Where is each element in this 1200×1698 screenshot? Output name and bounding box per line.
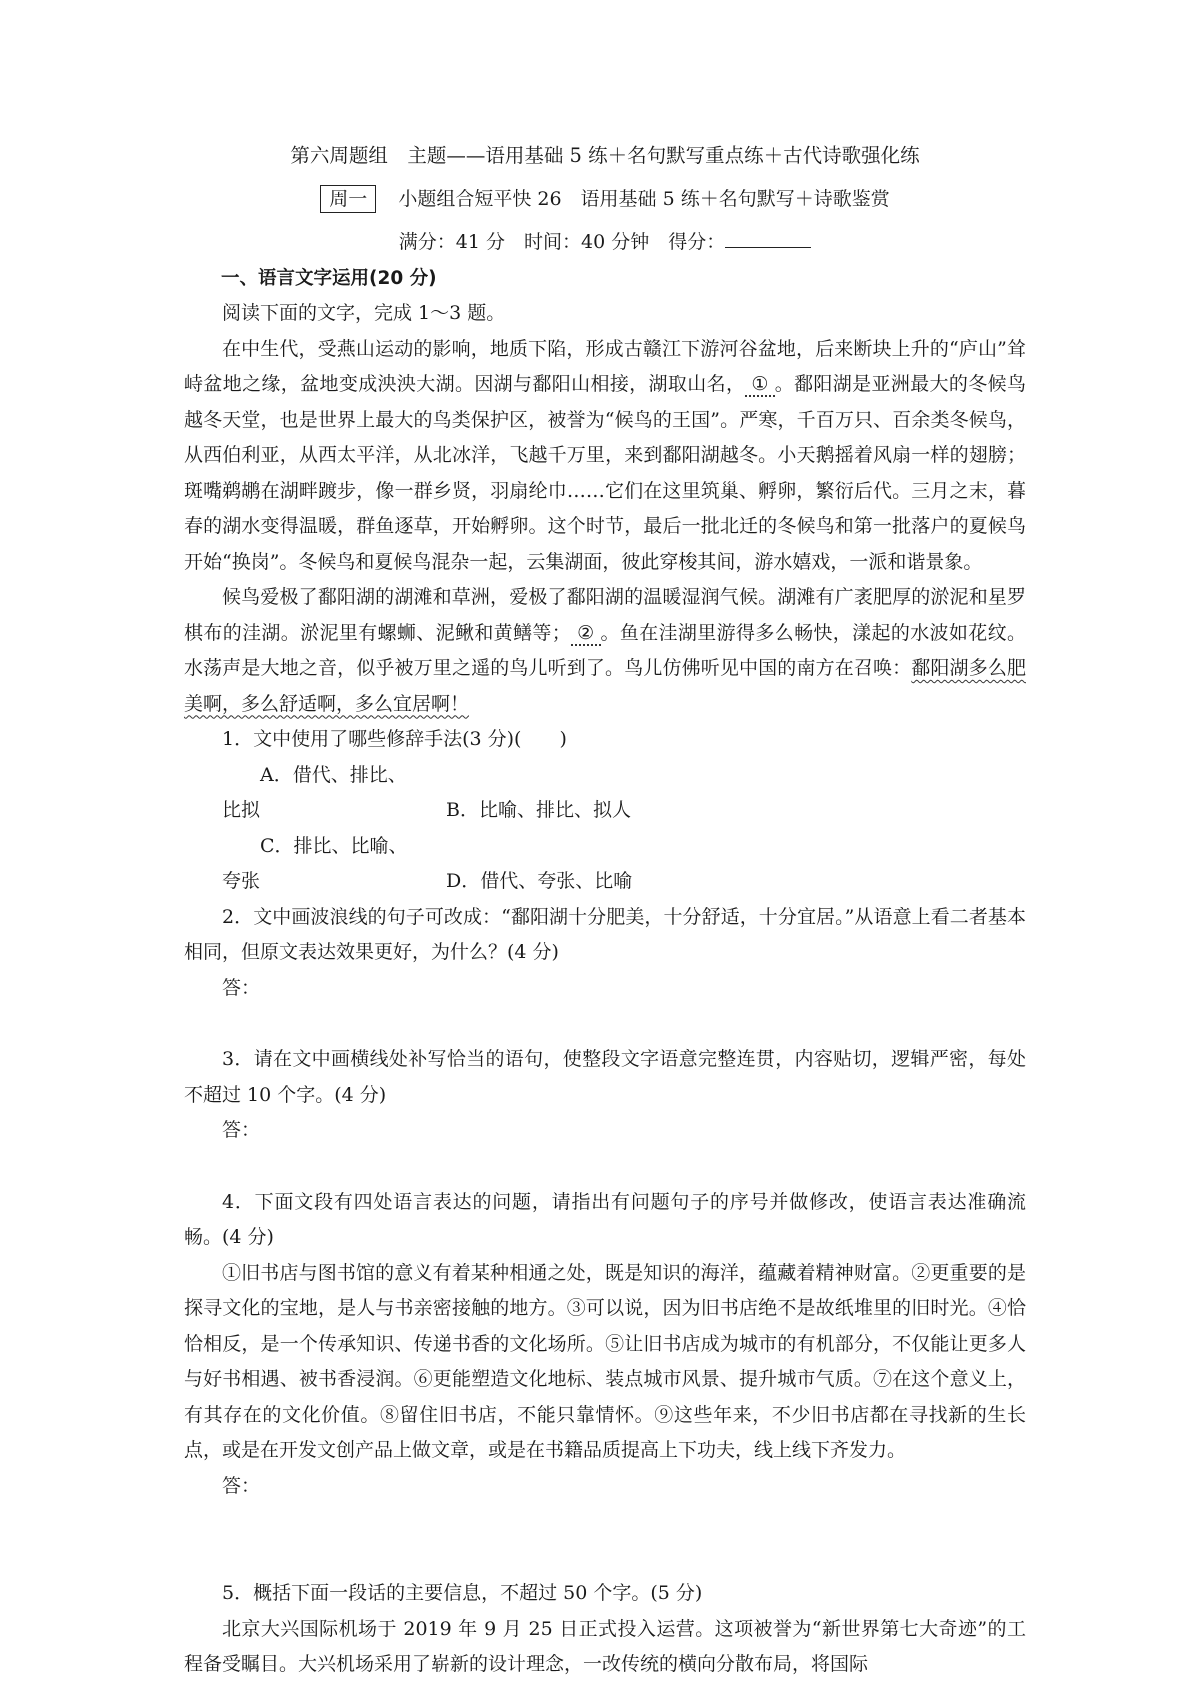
passage-paragraph-2: [184, 580, 1026, 722]
answer-space-3[interactable]: [184, 1149, 1026, 1185]
blank-marker-2: ②: [571, 622, 601, 646]
question-4-stem: 4．下面文段有四处语言表达的问题，请指出有问题句子的序号并做修改，使语言表达准确流畅。(4 分): [184, 1190, 1026, 1248]
passage-text: 。鄱阳湖是亚洲最大的冬候鸟越冬天堂，也是世界上最大的鸟类保护区，被誉为“候鸟的王国”。严寒，千百万只、百余类冬候鸟，从西伯利亚，从西太平洋，从北冰洋，飞越千万里，来到鄱阳湖越冬。小天鹅摇着风扇一样的翅膀；斑嘴鹈鹕在湖畔踱步，像一群乡贤，羽扇纶巾……它们在这里筑巢、孵卵，繁衍后代。三月之末，暮春的湖水变得温暖，群鱼逐草，开始孵卵。这个时节，最后一批北迁的冬候鸟和第一批落户的夏候鸟开始“换岗”。冬候鸟和夏候鸟混杂一起，云集湖面，彼此穿梭其间，游水嬉戏，一派和谐景象。: [184, 373, 1026, 573]
blank-marker-1: ①: [745, 373, 774, 397]
question-1-options-row-1: [184, 758, 1026, 829]
score-blank[interactable]: [725, 229, 811, 248]
question-2-stem: 2．文中画波浪线的句子可改成：“鄱阳湖十分肥美，十分舒适，十分宜居。”从语意上看二者基本相同，但原文表达效果更好，为什么？(4 分): [184, 905, 1026, 963]
question-1-stem: 1．文中使用了哪些修辞手法(3 分)( ): [222, 728, 567, 750]
day-box: 周一: [320, 185, 376, 213]
subtitle: 小题组合短平快 26 语用基础 5 练＋名句默写＋诗歌鉴赏: [398, 187, 890, 210]
worksheet-content: [184, 138, 1026, 1683]
answer-space-4[interactable]: [184, 1504, 1026, 1576]
option-a[interactable]: A．借代、排比、比拟: [222, 763, 407, 821]
option-b[interactable]: B．比喻、排比、拟人: [446, 799, 631, 821]
page-title: 第六周题组 主题——语用基础 5 练＋名句默写重点练＋古代诗歌强化练: [290, 144, 920, 167]
option-d[interactable]: D．借代、夸张、比喻: [446, 870, 633, 892]
answer-label-4: 答：: [222, 1474, 261, 1497]
option-c[interactable]: C．排比、比喻、夸张: [222, 834, 408, 892]
answer-label-3: 答：: [222, 1119, 261, 1141]
score-text: 满分：41 分 时间：40 分钟 得分：: [398, 231, 726, 253]
passage-paragraph-1: [184, 332, 1026, 581]
question-1-options-row-2: [184, 829, 1026, 900]
subtitle-row: [184, 182, 1026, 218]
passage-text: 。鱼在洼湖里游得多么畅快，漾起的水波如花纹。水荡声是大地之音，似乎被万里之遥的鸟儿听到了。鸟儿仿佛听见中国的南方在召唤：: [184, 621, 1026, 679]
answer-space-2[interactable]: [184, 1006, 1026, 1042]
answer-label-2: 答：: [222, 976, 261, 999]
score-line: [184, 225, 1026, 261]
section-heading: 一、语言文字运用(20 分): [221, 267, 437, 289]
reading-instruction: 阅读下面的文字，完成 1～3 题。: [222, 302, 506, 324]
question-5-passage: 北京大兴国际机场于 2019 年 9 月 25 日正式投入运营。这项被誉为“新世界第七大奇迹”的工程备受瞩目。大兴机场采用了崭新的设计理念，一改传统的横向分散布局，将国际: [184, 1617, 1026, 1675]
passage-text: 候鸟爱极了鄱阳湖的湖滩和草洲，爱极了鄱阳湖的温暖湿润气候。湖滩有广袤肥厚的淤泥和星罗棋布的洼湖。淤泥里有螺蛳、泥鳅和黄鳝等；: [184, 586, 1026, 644]
question-4-passage: ①旧书店与图书馆的意义有着某种相通之处，既是知识的海洋，蕴藏着精神财富。②更重要的是探寻文化的宝地，是人与书亲密接触的地方。③可以说，因为旧书店绝不是故纸堆里的旧时光。④恰恰相反，是一个传承知识、传递书香的文化场所。⑤让旧书店成为城市的有机部分，不仅能让更多人与好书相遇、被书香浸润。⑥更能塑造文化地标、装点城市风景、提升城市气质。⑦在这个意义上，有其存在的文化价值。⑧留住旧书店，不能只靠情怀。⑨这些年来，不少旧书店都在寻找新的生长点，或是在开发文创产品上做文章，或是在书籍品质提高上下功夫，线上线下齐发力。: [184, 1261, 1026, 1461]
passage-text: 在中生代，受燕山运动的影响，地质下陷，形成古赣江下游河谷盆地，后来断块上升的“庐山”耸峙盆地之缘，盆地变成泱泱大湖。因湖与鄱阳山相接，湖取山名，: [184, 337, 1026, 395]
question-5-stem: 5．概括下面一段话的主要信息，不超过 50 个字。(5 分): [222, 1582, 703, 1604]
question-3-stem: 3．请在文中画横线处补写恰当的语句，使整段文字语意完整连贯，内容贴切，逻辑严密，每处不超过 10 个字。(4 分): [184, 1048, 1026, 1106]
wavy-underlined-sentence: 鄱阳湖多么肥美啊，多么舒适啊，多么宜居啊！: [184, 657, 1026, 715]
